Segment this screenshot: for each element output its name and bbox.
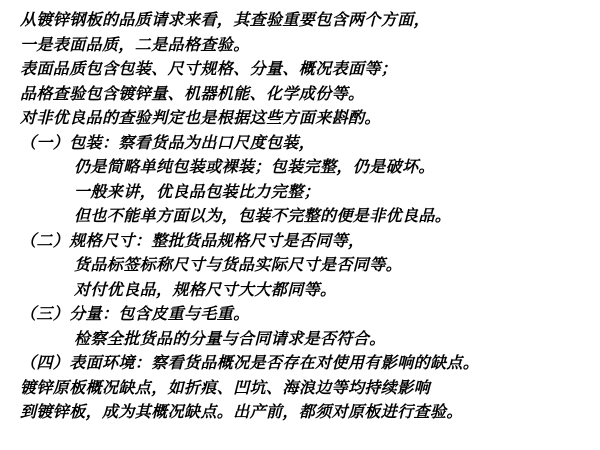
text-line: 到镀锌板，成为其概况缺点。出产前，都须对原板进行查验。 — [20, 402, 463, 421]
section-heading-dimensions: （二）规格尺寸：整批货品规格尺寸是否同等， — [20, 230, 365, 250]
document-body — [20, 8, 595, 425]
text-line: 对非优良品的查验判定也是根据这些方面来斟酌。 — [20, 108, 381, 127]
text-line: 镀锌原板概况缺点，如折痕、凹坑、海浪边等均持续影响 — [20, 377, 431, 397]
text-line: 仍是简略单纯包装或裸装；包装完整，仍是破坏。 — [74, 157, 435, 176]
text-line: 对付优良品，规格尺寸大大都同等。 — [74, 279, 337, 299]
section-heading-packaging: （一）包装：察看货品为出口尺度包装， — [20, 132, 316, 152]
section-heading-weight: （三）分量：包含皮重与毛重。 — [20, 304, 250, 323]
section-heading-surface: （四）表面环境：察看货品概况是否存在对使用有影响的缺点。 — [20, 353, 480, 372]
text-line: 货品标签标称尺寸与货品实际尺寸是否同等。 — [74, 255, 403, 274]
text-line: 品格查验包含镀锌量、机器机能、化学成份等。 — [20, 83, 365, 103]
text-line: 检察全批货品的分量与合同请求是否符合。 — [74, 328, 386, 348]
text-line: 一是表面品质，二是品格查验。 — [20, 34, 250, 54]
text-line: 表面品质包含包装、尺寸规格、分量、概况表面等； — [20, 59, 398, 78]
text-line: 一般来讲，优良品包装比力完整； — [74, 181, 321, 201]
text-line: 从镀锌钢板的品质请求来看，其查验重要包含两个方面， — [20, 10, 431, 29]
text-line: 但也不能单方面以为，包装不完整的便是非优良品。 — [74, 206, 452, 225]
